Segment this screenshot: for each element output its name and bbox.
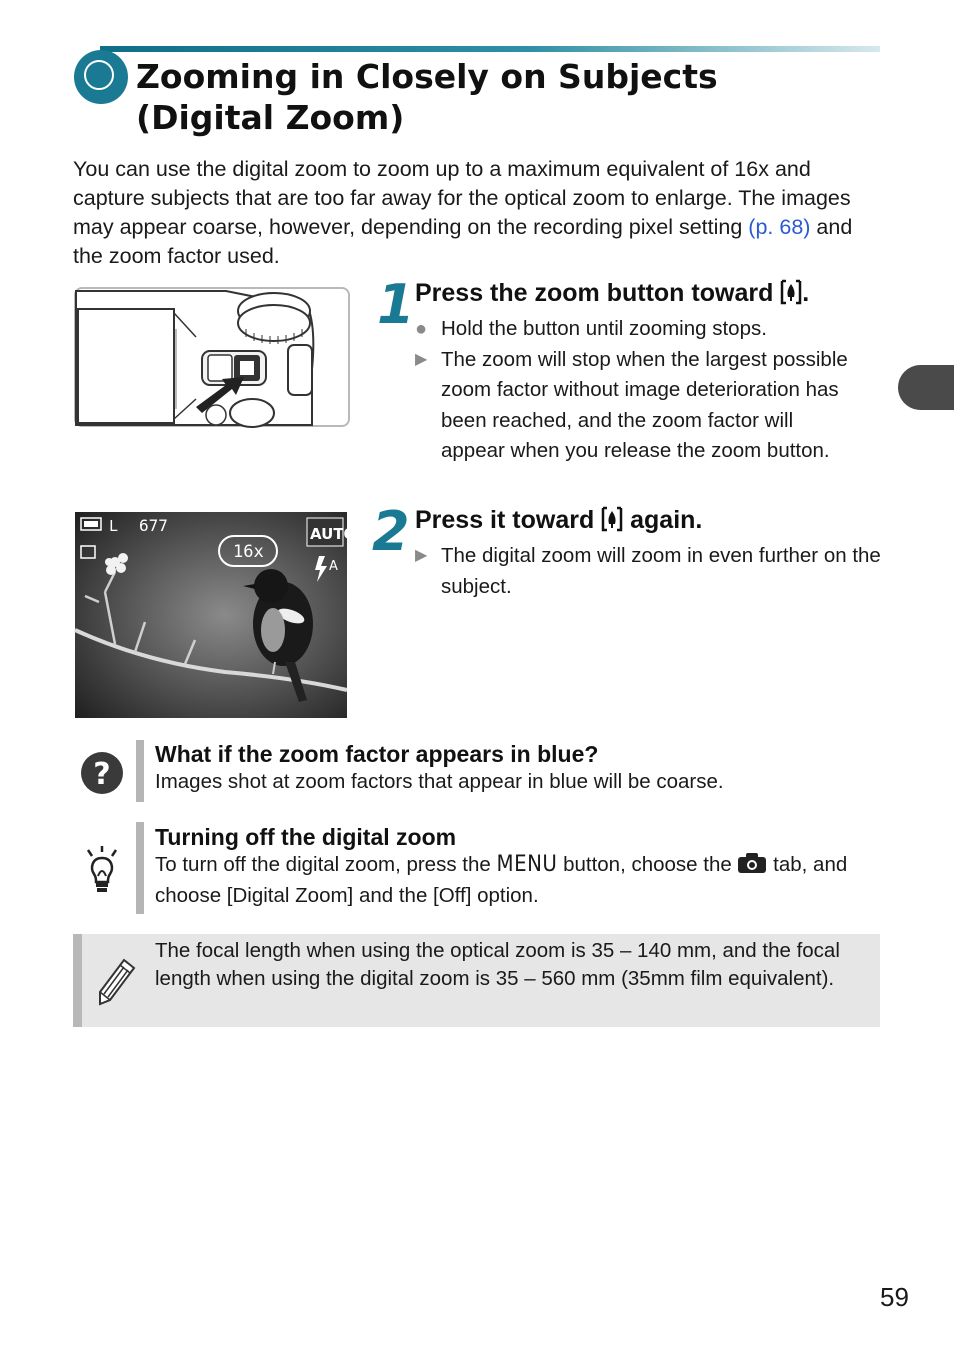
tele-zoom-icon [780, 279, 802, 312]
step-1-bullet-2 [415, 345, 885, 467]
menu-button-label: MENU [496, 852, 558, 877]
question-note-title: What if the zoom factor appears in blue? [155, 741, 599, 767]
tele-zoom-icon [601, 506, 623, 539]
page-ref-link[interactable]: (p. 68) [748, 215, 811, 239]
camera-illustration [74, 287, 350, 427]
step-1-heading-text: Press the zoom button toward [415, 279, 781, 307]
svg-text:?: ? [93, 757, 111, 792]
osd-shots: 677 [139, 516, 168, 535]
step-2-heading [415, 505, 885, 539]
tip-note [155, 824, 880, 910]
intro-paragraph [73, 155, 883, 271]
tip-note-title: Turning off the digital zoom [155, 824, 457, 850]
question-icon [80, 751, 124, 800]
intro-text-1: You can use the digital zoom to zoom up to a maximum equivalent of 16x and capture subjects that are too far away for the optical zoom to enlarge. The images may appear coarse, however, depending on the recording pixel setting [73, 157, 851, 239]
bullet-circle-icon: ● [415, 318, 428, 340]
step-1-bullet-1 [415, 314, 885, 345]
bullet-triangle-icon: ▶ [415, 350, 428, 368]
step-2-bullet-1-text: The digital zoom will zoom in even further on the subject. [441, 544, 881, 598]
lightbulb-icon [84, 846, 120, 899]
header-rule [100, 46, 880, 52]
section-circle-icon [74, 50, 128, 104]
step-2-heading-text: Press it toward [415, 506, 602, 534]
bullet-triangle-icon: ▶ [415, 547, 428, 564]
page-number: 59 [880, 1282, 909, 1312]
step-1-number: 1 [377, 273, 415, 336]
step-2-number: 2 [372, 500, 410, 563]
lcd-screen-photo [75, 512, 357, 718]
osd-size: L [109, 517, 119, 535]
question-note-bar [136, 740, 144, 802]
osd-zoom-factor: 16x [233, 542, 264, 562]
step-2-heading-end: again. [623, 506, 703, 534]
tip-text-2: button, choose the [557, 853, 738, 876]
step-2-bullets [415, 541, 885, 602]
camera-drawing-icon [76, 289, 348, 425]
step-1-bullet-1-text: Hold the button until zooming stops. [441, 317, 767, 340]
chapter-tab [898, 365, 954, 410]
tip-note-text [155, 851, 880, 910]
step-1-bullets [415, 314, 885, 467]
memo-text: The focal length when using the optical zoom is 35 – 140 mm, and the focal length when using the digital zoom is 35 – 560 mm (35mm film equivalent). [155, 939, 840, 990]
question-note [155, 741, 875, 796]
page-title-line2: (Digital Zoom) [136, 98, 405, 137]
tip-note-bar [136, 822, 144, 914]
step-1-heading-end: . [802, 279, 810, 307]
memo-stripe [73, 934, 82, 1027]
tip-text-3: tab, and choose [Digital Zoom] and the [Off] option. [155, 853, 848, 907]
step-1-bullet-2-text: The zoom will stop when the largest possible zoom factor without image deterioration has been reached, and the zoom factor will appear when you release the zoom button. [441, 347, 848, 462]
pencil-icon [96, 958, 136, 1011]
question-note-text: Images shot at zoom factors that appear in blue will be coarse. [155, 770, 724, 793]
osd-mode: AUTO [310, 525, 357, 543]
step-1-heading [415, 278, 885, 312]
step-2-bullet-1 [415, 541, 885, 602]
osd-flash: A [329, 559, 338, 574]
page-title [136, 56, 876, 138]
intro-text-2: and the zoom factor used. [73, 215, 853, 268]
tip-text-1: To turn off the digital zoom, press the [155, 853, 497, 876]
page-title-line1: Zooming in Closely on Subjects [136, 57, 718, 96]
bird-photo-icon [75, 512, 357, 718]
camera-icon [737, 852, 767, 882]
